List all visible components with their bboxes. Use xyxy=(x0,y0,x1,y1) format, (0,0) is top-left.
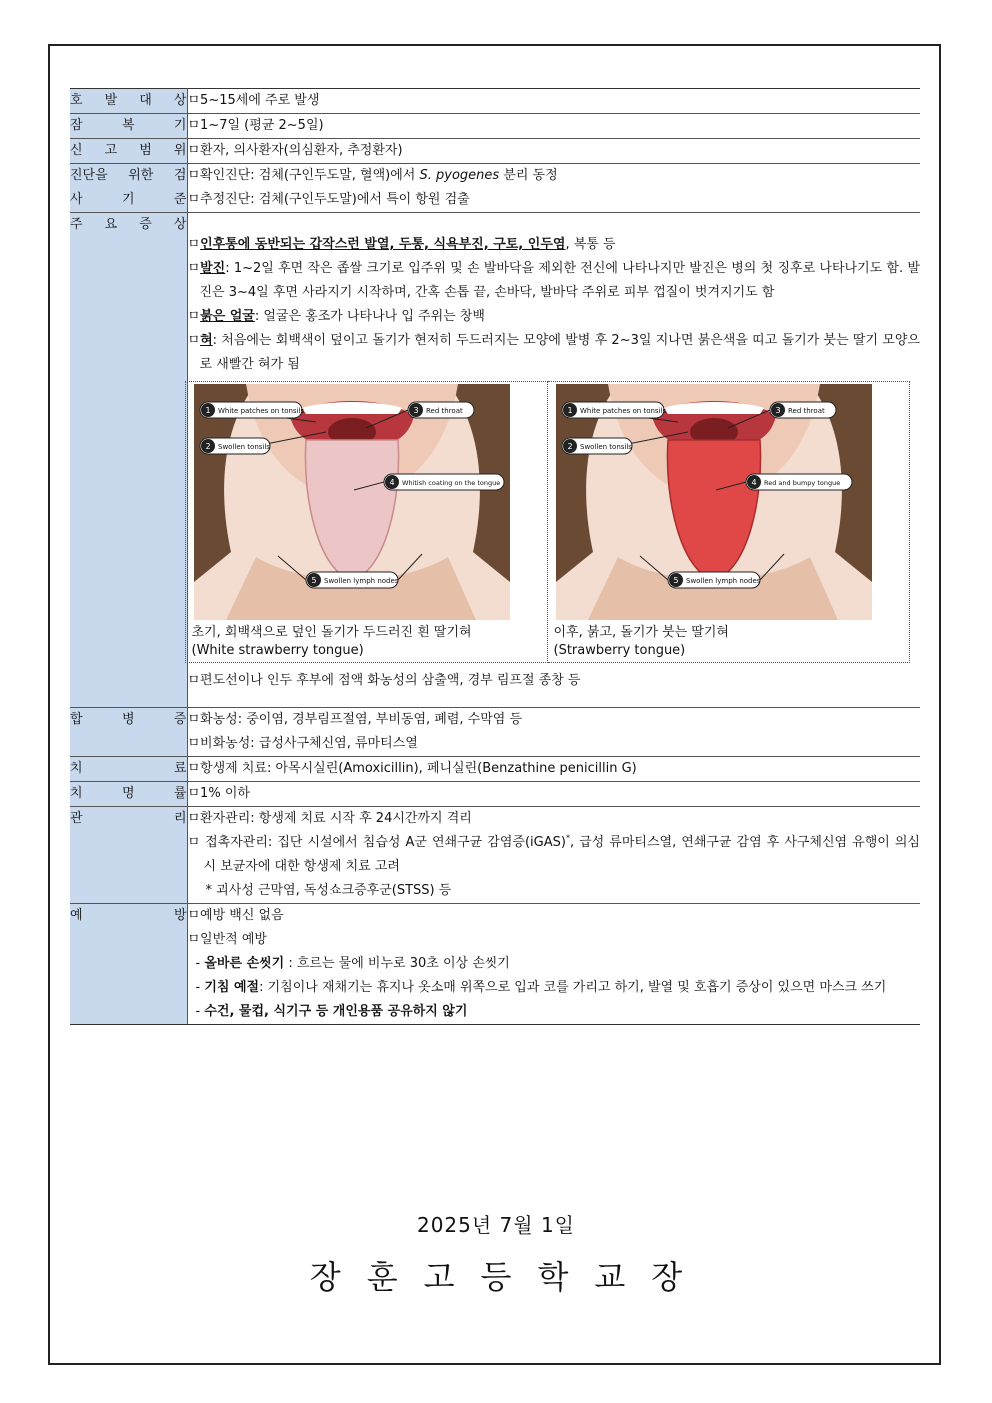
content-diagnosis xyxy=(187,164,920,213)
label-prevention: 예 방 xyxy=(70,904,187,1025)
row-management xyxy=(70,807,920,904)
svg-text:5: 5 xyxy=(672,576,679,585)
diagnosis-presumptive: ㅁ추정진단: 검체(구인두도말)에서 특이 항원 검출 xyxy=(187,192,470,207)
svg-text:4: 4 xyxy=(388,478,395,487)
svg-text:Red throat: Red throat xyxy=(425,407,463,415)
content-prevention: ㅁ예방 백신 없음 ㅁ일반적 예방 - 올바른 손씻기 : 흐르는 물에 비누로 30초 이상 손씻기 - 기침 예절: 기침이나 재채기는 휴지나 옷소매 위쪽으로 입과 코를 가리고 하기, 발열 및 호흡기 증상이 있으면 마스크 쓰기 - 수건, 물컵, 식기구 등 개인용품 공유하지 않기 xyxy=(187,904,920,1025)
content-report: ㅁ환자, 의사환자(의심환자, 추정환자) xyxy=(187,139,920,164)
row-diagnosis xyxy=(70,164,920,213)
caption-strawberry-tongue: 이후, 붉고, 돌기가 붓는 딸기혀 (Strawberry tongue) xyxy=(553,625,729,658)
svg-text:2: 2 xyxy=(566,442,573,451)
contact-management: ㅁ 접촉자관리: 집단 시설에서 침습성 A군 연쇄구균 감염증(iGAS)*, 급성 류마티스열, 연쇄구균 감염 후 사구체신염 유행이 의심 시 보균자에 대한 항생제 치료 고려 xyxy=(187,833,920,874)
label-target: 호 발 대 상 xyxy=(70,89,187,114)
image-cell-white-tongue xyxy=(185,382,547,663)
symptom-tongue: ㅁ혀: 처음에는 회백색이 덮이고 돌기가 현저히 두드러지는 모양에 발병 후 2~3일 지나면 붉은색을 띠고 돌기가 붓는 딸기 모양으로 새빨간 혀가 됨 xyxy=(187,333,920,372)
content-complications: ㅁ화농성: 중이염, 경부림프절염, 부비동염, 폐렴, 수막염 등 ㅁ비화농성: 급성사구체신염, 류마티스열 xyxy=(187,708,920,757)
prevention-personal-items: - 수건, 물컵, 식기구 등 개인용품 공유하지 않기 xyxy=(195,1004,468,1019)
svg-text:2: 2 xyxy=(204,442,211,451)
content-incubation: ㅁ1~7일 (평균 2~5일) xyxy=(187,114,920,139)
svg-text:1: 1 xyxy=(204,406,211,415)
svg-text:3: 3 xyxy=(412,406,419,415)
prevention-handwash: - 올바른 손씻기 : 흐르는 물에 비누로 30초 이상 손씻기 xyxy=(195,956,510,971)
prevention-cough: - 기침 예절: 기침이나 재채기는 휴지나 옷소매 위쪽으로 입과 코를 가리고 하기, 발열 및 호흡기 증상이 있으면 마스크 쓰기 xyxy=(195,980,887,995)
svg-text:Swollen tonsils: Swollen tonsils xyxy=(217,443,270,451)
row-fatality xyxy=(70,782,920,807)
label-symptoms: 주 요 증 상 xyxy=(70,213,187,708)
svg-text:1: 1 xyxy=(566,406,573,415)
symptom-exudate: ㅁ편도선이나 인두 후부에 점액 화농성의 삼출액, 경부 림프절 종창 등 xyxy=(187,673,581,688)
label-incubation: 잠 복 기 xyxy=(70,114,187,139)
symptom-general: ㅁ인후통에 동반되는 갑작스런 발열, 두통, 식욕부진, 구토, 인두염, 복통 등 xyxy=(187,237,616,252)
svg-text:4: 4 xyxy=(750,478,757,487)
issue-date: 2025년 7월 1일 xyxy=(416,1213,576,1237)
svg-text:Whitish coating on the tongue: Whitish coating on the tongue xyxy=(401,479,500,487)
principal-signature: 장훈고등학교장 xyxy=(309,1258,709,1296)
label-report: 신 고 범 위 xyxy=(70,139,187,164)
strawberry-tongue-illustration xyxy=(548,382,910,622)
row-report xyxy=(70,139,920,164)
content-symptoms xyxy=(187,213,920,708)
management-note: * 괴사성 근막염, 독성쇼크증후군(STSS) 등 xyxy=(205,883,452,898)
svg-text:5: 5 xyxy=(310,576,317,585)
tongue-image-table xyxy=(185,381,910,663)
symptom-rash: ㅁ발진: 1~2일 후면 작은 좁쌀 크기로 입주위 및 손 발바닥을 제외한 전신에 나타나지만 발진은 병의 첫 징후로 나타나기도 함. 발진은 3~4일 후면 사라지기 시작하며, 간혹 손톱 끝, 손바닥, 발바닥 주위로 피부 껍질이 벗겨지기도 함 xyxy=(187,261,920,300)
disease-info-table xyxy=(70,88,920,1025)
row-treatment xyxy=(70,757,920,782)
label-treatment: 치 료 xyxy=(70,757,187,782)
content-treatment: ㅁ항생제 치료: 아목시실린(Amoxicillin), 페니실린(Benzathine penicillin G) xyxy=(187,757,920,782)
svg-text:Red throat: Red throat xyxy=(787,407,825,415)
diagnosis-confirm: ㅁ확인진단: 검체(구인두도말, 혈액)에서 S. pyogenes 분리 동정 xyxy=(187,168,558,183)
white-strawberry-tongue-illustration xyxy=(186,382,548,622)
svg-text:Swollen lymph nodes: Swollen lymph nodes xyxy=(323,577,398,585)
row-incubation xyxy=(70,114,920,139)
row-complications xyxy=(70,708,920,757)
svg-text:Swollen tonsils: Swollen tonsils xyxy=(579,443,632,451)
label-complications: 합 병 증 xyxy=(70,708,187,757)
svg-text:Red and bumpy tongue: Red and bumpy tongue xyxy=(763,479,840,487)
content-target: ㅁ5~15세에 주로 발생 xyxy=(187,89,920,114)
svg-text:White patches on tonsils: White patches on tonsils xyxy=(579,407,666,415)
label-management: 관 리 xyxy=(70,807,187,904)
image-cell-strawberry-tongue xyxy=(547,382,909,663)
label-diagnosis: 진단을 위한 검 사 기 준 xyxy=(70,164,187,213)
label-fatality: 치 명 률 xyxy=(70,782,187,807)
content-fatality: ㅁ1% 이하 xyxy=(187,782,920,807)
row-target xyxy=(70,89,920,114)
content-management: ㅁ환자관리: 항생제 치료 시작 후 24시간까지 격리 ㅁ 접촉자관리: 집단 시설에서 침습성 A군 연쇄구균 감염증(iGAS)*, 급성 류마티스열, 연쇄구균 감염 후 사구체신염 유행이 의심 시 보균자에 대한 항생제 치료 고려 * 괴사성 근막염, 독성쇼크증후군(STSS) 등 xyxy=(187,807,920,904)
symptom-face: ㅁ붉은 얼굴: 얼굴은 홍조가 나타나나 입 주위는 창백 xyxy=(187,309,485,324)
caption-white-tongue: 초기, 회백색으로 덮인 돌기가 두드러진 흰 딸기혀 (White strawberry tongue) xyxy=(191,625,472,658)
svg-text:White patches on tonsils: White patches on tonsils xyxy=(217,407,304,415)
row-symptoms xyxy=(70,213,920,708)
svg-text:3: 3 xyxy=(774,406,781,415)
svg-text:Swollen lymph nodes: Swollen lymph nodes xyxy=(685,577,760,585)
row-prevention xyxy=(70,904,920,1025)
